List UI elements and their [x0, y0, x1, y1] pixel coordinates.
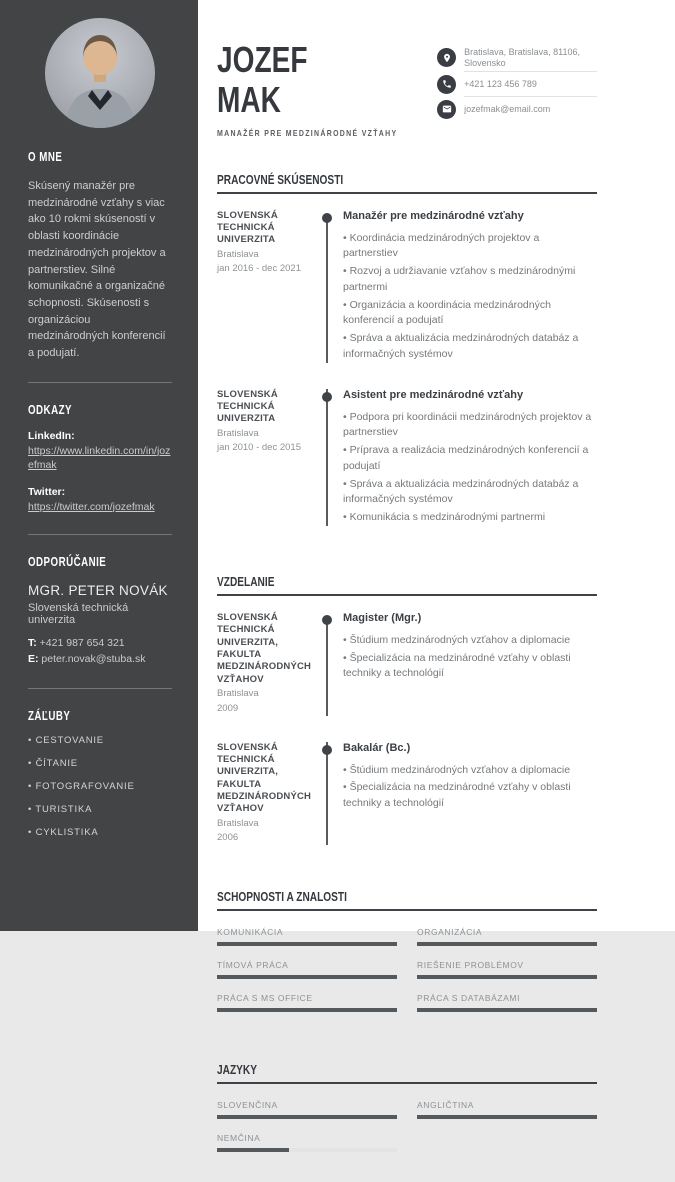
experience-entry: [217, 210, 597, 389]
bullet-item: • Podpora pri koordinácii medzinárodných projektov a partnerstiev: [343, 410, 597, 442]
school-name: SLOVENSKÁ TECHNICKÁ UNIVERZITA, FAKULTA MEDZINÁRODNÝCH VZŤAHOV: [217, 741, 312, 815]
bullet-item: • Koordinácia medzinárodných projektov a partnerstiev: [343, 231, 597, 263]
last-name: MAK: [217, 79, 281, 121]
skill-label: PRÁCA S DATABÁZAMI: [417, 993, 521, 1004]
timeline-dot: [322, 392, 332, 402]
timeline: [313, 210, 343, 363]
entry-dates: jan 2016 - dec 2021: [217, 263, 301, 275]
language-bar-fill: [417, 1115, 597, 1119]
entry-meta: [217, 612, 313, 716]
timeline: [313, 612, 343, 716]
link-label: LinkedIn:: [28, 429, 75, 442]
skill-bar: [417, 1008, 597, 1012]
bullet-item: • Rozvoj a udržiavanie vzťahov s medzinárodnými partnermi: [343, 264, 597, 296]
language-bar: [417, 1115, 597, 1119]
entry-meta: [217, 389, 313, 526]
page-title: [217, 40, 437, 121]
role-title: Asistent pre medzinárodné vzťahy: [343, 388, 524, 401]
language-item: [217, 1100, 397, 1119]
education-entries: [217, 612, 597, 849]
linkedin-link[interactable]: https://www.linkedin.com/in/jozefmak: [28, 444, 171, 472]
language-label: NEMČINA: [217, 1133, 261, 1144]
school-location: Bratislava: [217, 817, 259, 829]
hobbies-heading: ZÁĽUBY: [28, 708, 71, 723]
location-icon: [437, 48, 456, 67]
reference-name: MGR. PETER NOVÁK: [28, 583, 168, 599]
hobbies-section: [28, 709, 172, 838]
contact-row-email: [437, 97, 597, 122]
hobby-item: • ČÍTANIE: [28, 758, 172, 769]
skill-bar-fill: [417, 1008, 597, 1012]
skill-label: PRÁCA S MS OFFICE: [217, 993, 313, 1004]
languages-section: [217, 1062, 597, 1152]
company-location: Bratislava: [217, 248, 259, 260]
language-bar-fill: [217, 1148, 289, 1152]
links-heading: ODKAZY: [28, 402, 72, 417]
skill-bar: [217, 942, 397, 946]
bullet-item: • Správa a aktualizácia medzinárodných databáz a informačných systémov: [343, 331, 597, 363]
language-label: ANGLIČTINA: [417, 1100, 475, 1111]
skill-bar-fill: [217, 942, 397, 946]
skill-item: [217, 927, 397, 946]
skill-bar-fill: [417, 942, 597, 946]
sidebar-divider: [28, 382, 172, 383]
timeline-line: [326, 742, 328, 846]
education-heading: VZDELANIE: [217, 574, 597, 596]
main-column: [198, 0, 675, 1182]
timeline-line: [326, 389, 328, 526]
bullet-list: [343, 410, 597, 526]
bullet-item: • Organizácia a koordinácia medzinárodných konferencií a podujatí: [343, 298, 597, 330]
sidebar-divider: [28, 688, 172, 689]
bullet-item: • Príprava a realizácia medzinárodných konferencií a podujatí: [343, 443, 597, 475]
sidebar: [0, 0, 198, 931]
degree-title: Bakalár (Bc.): [343, 741, 411, 754]
bullet-item: • Štúdium medzinárodných vzťahov a diplomacie: [343, 763, 597, 779]
phone-icon: [437, 75, 456, 94]
language-item: [217, 1133, 397, 1152]
language-bar: [217, 1148, 397, 1152]
hobby-item: • FOTOGRAFOVANIE: [28, 781, 172, 792]
link-label: Twitter:: [28, 485, 66, 498]
hobby-list: [28, 735, 172, 838]
about-heading: O MNE: [28, 150, 63, 164]
name-block: [217, 40, 437, 138]
hobby-item: • TURISTIKA: [28, 804, 172, 815]
links-section: [28, 403, 172, 514]
reference-email: [28, 652, 172, 668]
reference-heading: ODPORÚČANIE: [28, 555, 107, 570]
skill-bar-fill: [417, 975, 597, 979]
link-item-linkedin: [28, 429, 172, 473]
bullet-list: [343, 231, 597, 363]
entry-dates: jan 2010 - dec 2015: [217, 442, 301, 454]
reference-organization: Slovenská technická univerzita: [28, 602, 129, 627]
phone-value: +421 987 654 321: [39, 637, 125, 650]
skill-bar: [417, 942, 597, 946]
role-title: Manažér pre medzinárodné vzťahy: [343, 209, 524, 222]
skills-heading: SCHOPNOSTI A ZNALOSTI: [217, 889, 597, 911]
experience-heading: PRACOVNÉ SKÚSENOSTI: [217, 172, 597, 194]
entry-meta: [217, 210, 313, 363]
reference-section: [28, 555, 172, 668]
bullet-item: • Špecializácia na medzinárodné vzťahy v oblasti techniky a technológií: [343, 651, 597, 683]
school-name: SLOVENSKÁ TECHNICKÁ UNIVERZITA, FAKULTA MEDZINÁRODNÝCH VZŤAHOV: [217, 611, 312, 685]
header: [217, 40, 597, 138]
skill-item: [417, 993, 597, 1012]
company-name: SLOVENSKÁ TECHNICKÁ UNIVERZITA: [217, 388, 278, 425]
bullet-item: • Špecializácia na medzinárodné vzťahy v oblasti techniky a technológií: [343, 780, 597, 812]
email-icon: [437, 100, 456, 119]
hobby-item: • CESTOVANIE: [28, 735, 172, 746]
entry-meta: [217, 742, 313, 846]
education-entry: [217, 612, 597, 742]
entry-content: [343, 612, 597, 716]
skill-label: ORGANIZÁCIA: [417, 927, 483, 938]
skills-grid: [217, 927, 597, 1012]
entry-year: 2009: [217, 702, 239, 714]
bullet-list: [343, 763, 597, 812]
degree-title: Magister (Mgr.): [343, 611, 422, 624]
timeline: [313, 389, 343, 526]
timeline-dot: [322, 615, 332, 625]
language-label: SLOVENČINA: [217, 1100, 278, 1111]
skill-bar: [417, 975, 597, 979]
timeline-line: [326, 618, 328, 716]
skill-bar-fill: [217, 1008, 397, 1012]
skill-item: [217, 993, 397, 1012]
experience-entry: [217, 389, 597, 530]
email-label: E:: [28, 653, 39, 666]
skill-label: RIEŠENIE PROBLÉMOV: [417, 960, 524, 971]
skills-section: [217, 889, 597, 1012]
skill-bar: [217, 1008, 397, 1012]
bullet-item: • Štúdium medzinárodných vzťahov a diplomacie: [343, 633, 597, 649]
languages-heading: JAZYKY: [217, 1062, 597, 1084]
entry-content: [343, 389, 597, 526]
timeline-dot: [322, 213, 332, 223]
contact-location: Bratislava, Bratislava, 81106, Slovensko: [464, 47, 580, 68]
experience-section: [217, 172, 597, 530]
school-location: Bratislava: [217, 687, 259, 699]
company-location: Bratislava: [217, 427, 259, 439]
contact-block: [437, 40, 597, 122]
timeline: [313, 742, 343, 846]
skill-label: TÍMOVÁ PRÁCA: [217, 960, 289, 971]
bullet-item: • Správa a aktualizácia medzinárodných databáz a informačných systémov: [343, 477, 597, 509]
contact-email: jozefmak@email.com: [464, 103, 551, 114]
email-value: peter.novak@stuba.sk: [41, 653, 146, 666]
language-bar-fill: [217, 1115, 397, 1119]
education-section: [217, 574, 597, 849]
experience-entries: [217, 210, 597, 530]
entry-content: [343, 210, 597, 363]
skill-bar-fill: [217, 975, 397, 979]
languages-grid: [217, 1100, 597, 1152]
skill-label: KOMUNIKÁCIA: [217, 927, 284, 938]
language-bar: [217, 1115, 397, 1119]
skill-item: [417, 960, 597, 979]
timeline-dot: [322, 745, 332, 755]
skill-item: [417, 927, 597, 946]
contact-row-location: [437, 44, 597, 72]
bullet-list: [343, 633, 597, 682]
entry-year: 2006: [217, 832, 239, 844]
profile-photo: [45, 18, 155, 128]
first-name: JOZEF: [217, 39, 308, 80]
about-text: Skúsený manažér pre medzinárodné vzťahy s viac ako 10 rokmi skúseností v oblasti koordinácie medzinárodných projektov a partnerstiev. Silné komunikačné a organizačné schopnosti. Skúsenosti s organizáciou medzinárodných konferencií a podujatí.: [28, 180, 166, 360]
skill-bar: [217, 975, 397, 979]
education-entry: [217, 742, 597, 850]
bullet-item: • Komunikácia s medzinárodnými partnermi: [343, 510, 597, 526]
job-title: MANAŽÉR PRE MEDZINÁRODNÉ VZŤAHY: [217, 127, 398, 138]
contact-row-phone: [437, 72, 597, 97]
entry-content: [343, 742, 597, 846]
about-section: [28, 150, 172, 362]
timeline-line: [326, 216, 328, 363]
contact-phone: +421 123 456 789: [464, 78, 537, 89]
sidebar-divider: [28, 534, 172, 535]
reference-phone: [28, 636, 172, 652]
twitter-link[interactable]: https://twitter.com/jozefmak: [28, 500, 155, 513]
hobby-item: • CYKLISTIKA: [28, 827, 172, 838]
language-item: [417, 1100, 597, 1119]
link-item-twitter: [28, 485, 172, 514]
company-name: SLOVENSKÁ TECHNICKÁ UNIVERZITA: [217, 209, 278, 246]
skill-item: [217, 960, 397, 979]
reference-contact: [28, 636, 172, 668]
phone-label: T:: [28, 637, 37, 650]
